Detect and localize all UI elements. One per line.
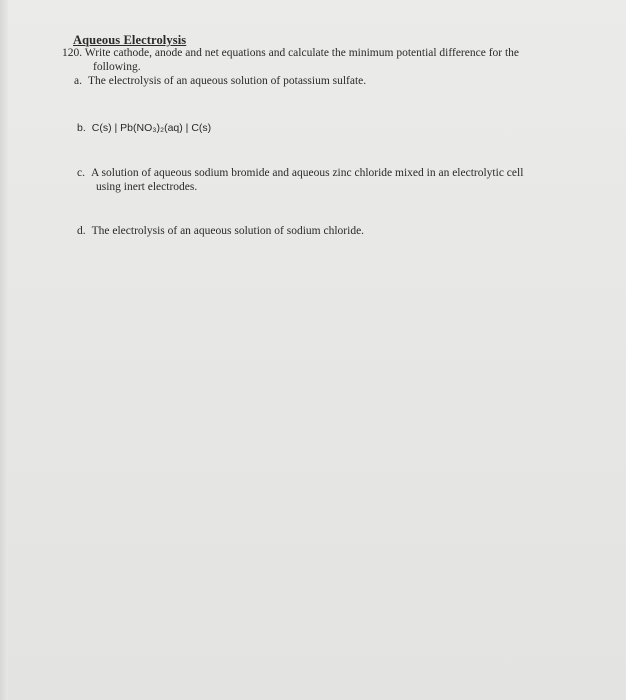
part-d-text: The electrolysis of an aqueous solution of sodium chloride. <box>91 225 365 237</box>
part-b-text: C(s) | Pb(NO₃)₂(aq) | C(s) <box>91 122 212 134</box>
question-number: 120. <box>62 47 83 59</box>
page-edge-shadow <box>0 0 8 700</box>
part-b <box>77 121 211 135</box>
part-a-label: a. <box>74 75 82 87</box>
part-d <box>77 224 364 238</box>
question-120 <box>62 46 582 60</box>
part-c-text: A solution of aqueous sodium bromide and aqueous zinc chloride mixed in an electrolytic cell <box>90 167 524 179</box>
question-text: Write cathode, anode and net equations and calculate the minimum potential difference for the <box>84 47 520 59</box>
part-b-label: b. <box>77 122 86 134</box>
part-c <box>77 166 523 180</box>
section-heading: Aqueous Electrolysis <box>73 33 187 47</box>
question-text-continued: following. <box>93 61 141 73</box>
part-c-text-continued: using inert electrodes. <box>96 181 198 193</box>
part-a <box>74 74 366 88</box>
part-d-label: d. <box>77 225 86 237</box>
part-c-label: c. <box>77 167 85 179</box>
part-a-text: The electrolysis of an aqueous solution of potassium sulfate. <box>87 75 367 87</box>
